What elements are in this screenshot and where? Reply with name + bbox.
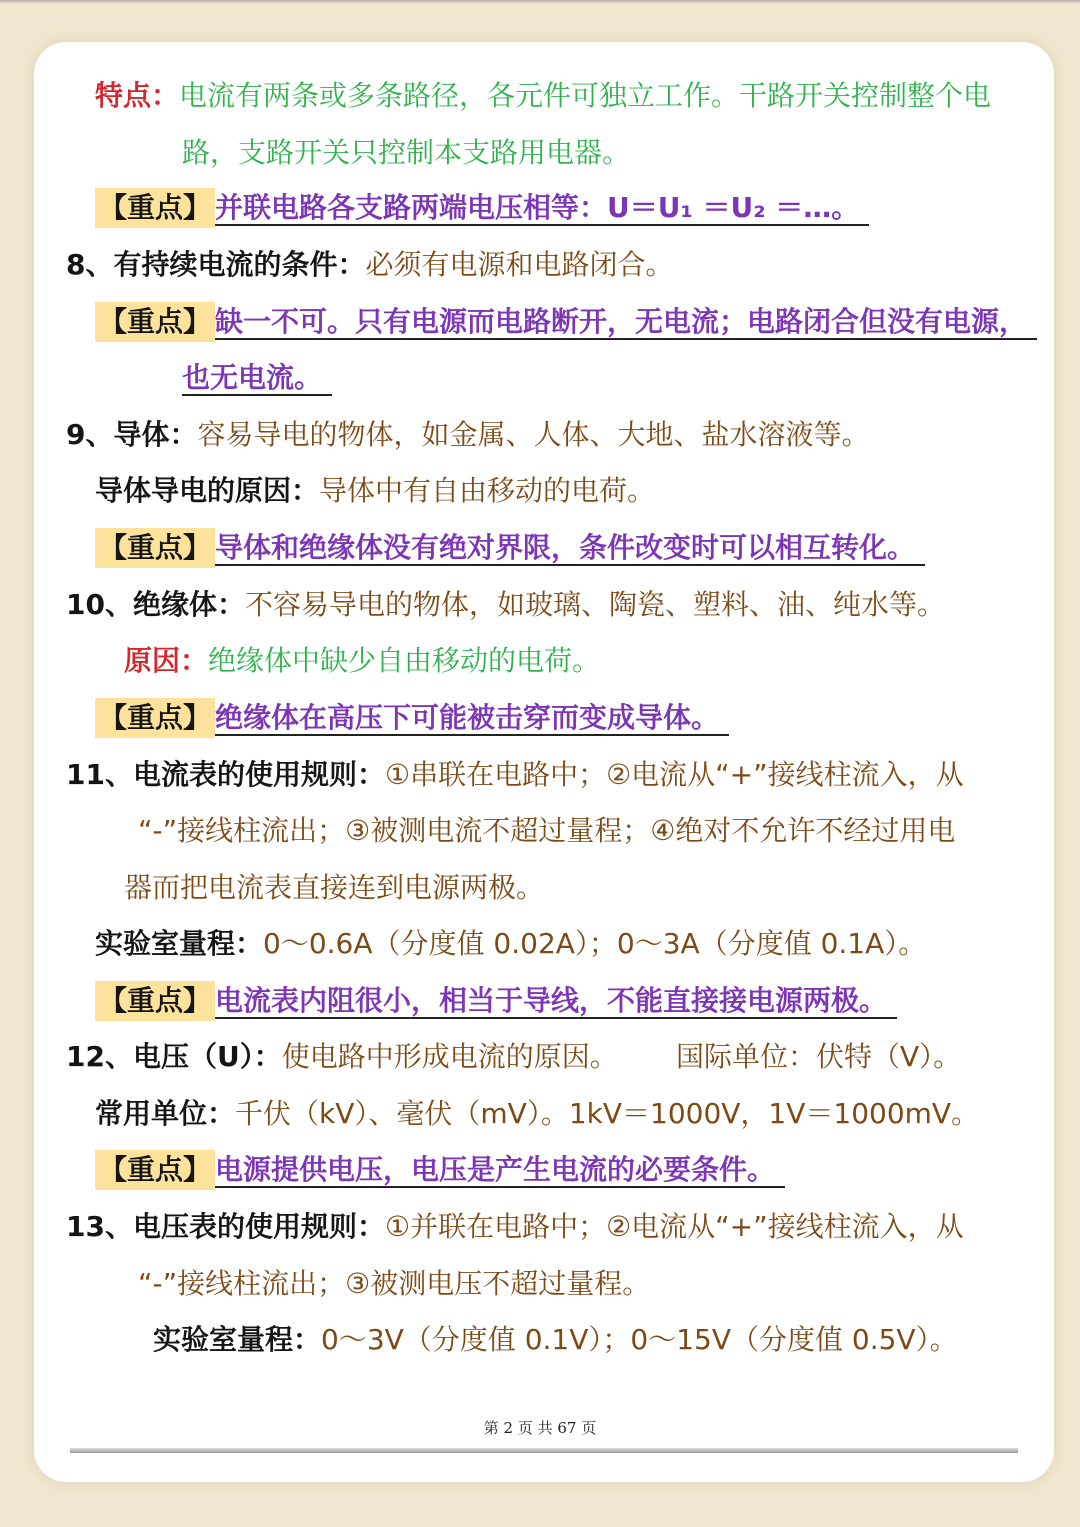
conductor-reason-label: 导体导电的原因： [95, 474, 320, 507]
voltmeter-range-label: 实验室量程： [153, 1323, 322, 1356]
keypoint-current-condition [95, 302, 1037, 342]
keypoint-tag: 【重点】 [95, 981, 215, 1021]
item-10-text: 不容易导电的物体，如玻璃、陶瓷、塑料、油、纯水等。 [244, 588, 945, 621]
ammeter-range-label: 实验室量程： [95, 927, 264, 960]
item-13-label: 13、电压表的使用规则： [66, 1210, 385, 1243]
keypoint-insulator-breakdown [95, 698, 729, 738]
item-11-label: 11、电流表的使用规则： [66, 758, 385, 791]
item-9 [66, 415, 870, 455]
conductor-reason-text: 导体中有自由移动的电荷。 [319, 474, 656, 507]
keypoint-tag: 【重点】 [95, 528, 215, 568]
keypoint-ammeter [95, 981, 897, 1021]
item-13-text: ①并联在电路中；②电流从“+”接线柱流入，从 [384, 1210, 964, 1243]
item-11-text-cont: “-”接线柱流出；③被测电流不超过量程；④绝对不允许不经过用电 [138, 814, 956, 847]
voltmeter-range-text: 0～3V（分度值 0.1V）；0～15V（分度值 0.5V）。 [321, 1323, 958, 1356]
keypoint-tag: 【重点】 [95, 188, 215, 228]
common-units [95, 1094, 979, 1134]
keypoint-text: 电流表内阻很小，相当于导线，不能直接接电源两极。 [215, 984, 897, 1019]
insulator-reason-text: 绝缘体中缺少自由移动的电荷。 [208, 644, 601, 677]
keypoint-tag: 【重点】 [95, 302, 215, 342]
item-10-label: 10、绝缘体： [66, 588, 245, 621]
item-13 [66, 1207, 964, 1247]
item-11-cont [138, 811, 955, 851]
keypoint-voltage [95, 1150, 785, 1190]
feature-text: 电流有两条或多条路径，各元件可独立工作。干路开关控制整个电 [179, 79, 992, 112]
keypoint-conductor-insulator [95, 528, 925, 568]
keypoint-parallel-voltage [95, 188, 869, 228]
feature-text-cont: 路，支路开关只控制本支路用电器。 [182, 136, 631, 169]
common-units-label: 常用单位： [95, 1097, 236, 1130]
conductor-reason [95, 471, 655, 511]
ammeter-range [95, 924, 926, 964]
keypoint-text-cont: 也无电流。 [182, 361, 332, 396]
line-feature-cont [182, 133, 630, 173]
line-feature [95, 76, 991, 116]
item-8 [66, 245, 674, 285]
insulator-reason [124, 641, 600, 681]
page-number: 第 2 页 共 67 页 [483, 1419, 597, 1437]
item-13-text-cont: “-”接线柱流出；③被测电压不超过量程。 [138, 1267, 651, 1300]
item-11 [66, 755, 964, 795]
keypoint-text: 导体和绝缘体没有绝对界限，条件改变时可以相互转化。 [215, 531, 925, 566]
item-12-unit-label: 国际单位： [676, 1040, 817, 1073]
item-10 [66, 585, 945, 625]
common-units-text: 千伏（kV）、毫伏（mV）。1kV＝1000V，1V＝1000mV。 [235, 1097, 980, 1130]
item-8-text: 必须有电源和电路闭合。 [365, 248, 674, 281]
item-9-label: 9、导体： [66, 418, 198, 451]
keypoint-text: 绝缘体在高压下可能被击穿而变成导体。 [215, 701, 729, 736]
item-13-cont [138, 1264, 650, 1304]
insulator-reason-label: 原因： [124, 644, 209, 677]
item-12-unit [676, 1037, 961, 1077]
item-12 [66, 1037, 618, 1077]
keypoint-text: 电源提供电压，电压是产生电流的必要条件。 [215, 1153, 785, 1188]
keypoint-tag: 【重点】 [95, 698, 215, 738]
item-12-text: 使电路中形成电流的原因。 [281, 1040, 618, 1073]
feature-label: 特点： [95, 79, 180, 112]
item-11-text: ①串联在电路中；②电流从“+”接线柱流入，从 [384, 758, 964, 791]
voltmeter-range [153, 1320, 958, 1360]
keypoint-tag: 【重点】 [95, 1150, 215, 1190]
keypoint-current-condition-cont [182, 358, 332, 398]
page-top-edge [0, 0, 1080, 4]
keypoint-text: 缺一不可。只有电源而电路断开，无电流；电路闭合但没有电源， [215, 305, 1037, 340]
ammeter-range-text: 0～0.6A（分度值 0.02A）；0～3A（分度值 0.1A）。 [263, 927, 927, 960]
item-9-text: 容易导电的物体，如金属、人体、大地、盐水溶液等。 [197, 418, 870, 451]
keypoint-text: 并联电路各支路两端电压相等：U＝U₁ ＝U₂ ＝…。 [215, 191, 869, 226]
bottom-divider [70, 1448, 1018, 1453]
item-12-label: 12、电压（U）： [66, 1040, 282, 1073]
item-12-unit-text: 伏特（V）。 [816, 1040, 962, 1073]
item-8-label: 8、有持续电流的条件： [66, 248, 366, 281]
item-11-text-cont-2: 器而把电流表直接连到电源两极。 [124, 871, 545, 904]
item-11-cont-2 [124, 868, 544, 908]
